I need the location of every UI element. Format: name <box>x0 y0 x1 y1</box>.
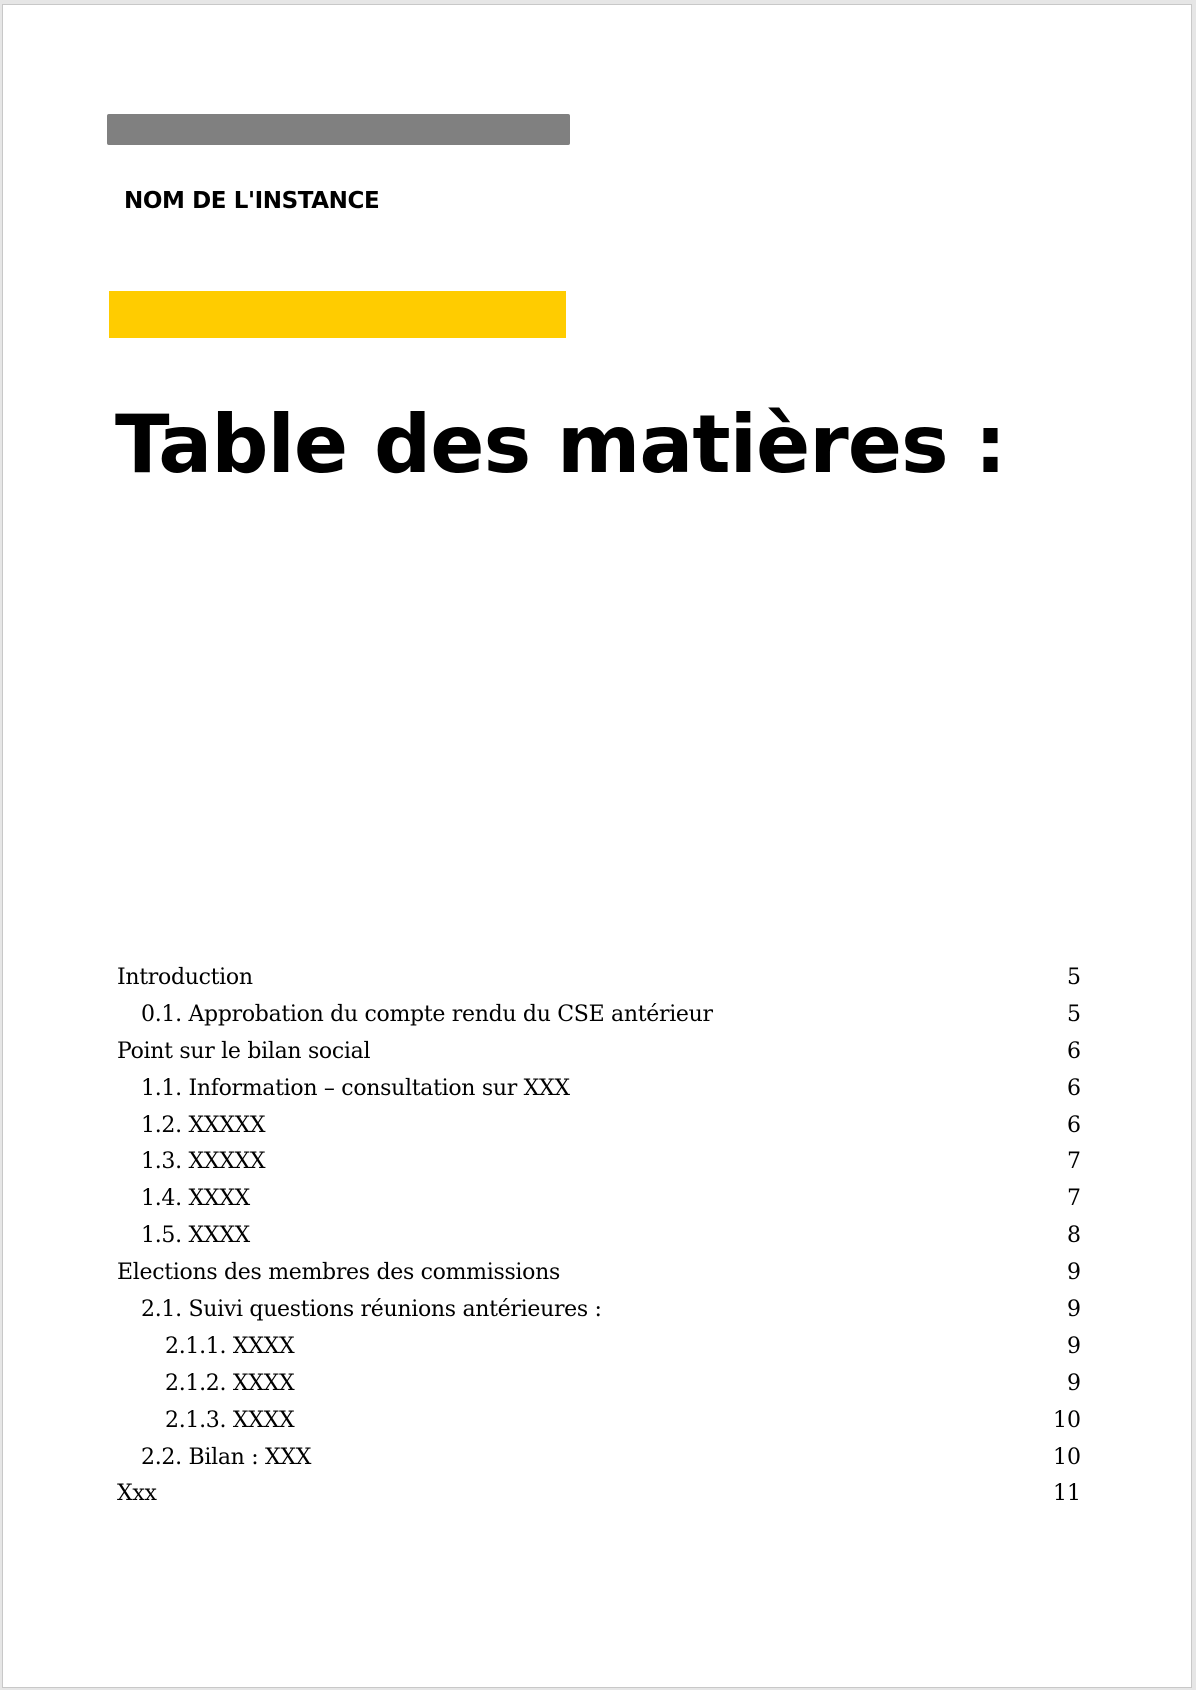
toc-entry-label: 1.3. XXXXX <box>141 1149 266 1175</box>
toc-entry[interactable] <box>117 1034 1081 1071</box>
toc-entry-page: 9 <box>1067 1333 1081 1359</box>
toc-entry-page: 8 <box>1067 1223 1081 1249</box>
toc-entry-label: 2.2. Bilan : XXX <box>141 1444 312 1470</box>
toc-entry-page: 10 <box>1053 1444 1081 1470</box>
toc-entry-label: Xxx <box>117 1481 157 1507</box>
toc-entry-label: 1.1. Information – consultation sur XXX <box>141 1075 570 1101</box>
toc-entry[interactable] <box>117 1476 1081 1513</box>
toc-entry[interactable] <box>117 1108 1081 1145</box>
toc-entry[interactable] <box>117 1218 1081 1255</box>
toc-entry-page: 5 <box>1067 965 1081 990</box>
toc-entry-label: 2.1.3. XXXX <box>165 1407 295 1433</box>
toc-entry-label: 1.2. XXXXX <box>141 1112 266 1138</box>
toc-entry-label: 2.1.1. XXXX <box>165 1333 295 1359</box>
toc-entry-label: Introduction <box>117 965 253 990</box>
toc-entry-page: 7 <box>1067 1186 1081 1212</box>
toc-entry-page: 7 <box>1067 1149 1081 1175</box>
toc-entry-page: 5 <box>1067 1001 1081 1027</box>
toc-entry[interactable] <box>117 960 1081 997</box>
toc-entry-label: 1.4. XXXX <box>141 1186 250 1212</box>
document-page <box>2 4 1192 1688</box>
toc-entry[interactable] <box>117 1071 1081 1108</box>
header-yellow-bar <box>109 291 566 338</box>
toc-entry[interactable] <box>117 1255 1081 1292</box>
toc-entry[interactable] <box>117 1292 1081 1329</box>
toc-entry[interactable] <box>117 1403 1081 1440</box>
toc-entry[interactable] <box>117 1181 1081 1218</box>
toc-entry-page: 11 <box>1053 1481 1081 1507</box>
toc-entry-page: 6 <box>1067 1038 1081 1064</box>
toc-entry-page: 6 <box>1067 1075 1081 1101</box>
toc-entry[interactable] <box>117 997 1081 1034</box>
toc-entry-page: 10 <box>1053 1407 1081 1433</box>
toc-entry[interactable] <box>117 1329 1081 1366</box>
toc-entry-page: 9 <box>1067 1260 1081 1286</box>
toc-entry-label: 2.1. Suivi questions réunions antérieures : <box>141 1297 602 1323</box>
toc-entry[interactable] <box>117 1366 1081 1403</box>
toc-entry-page: 6 <box>1067 1112 1081 1138</box>
toc-entry[interactable] <box>117 1144 1081 1181</box>
toc-entry-label: 1.5. XXXX <box>141 1223 250 1249</box>
table-of-contents <box>117 960 1081 1513</box>
toc-entry-label: Point sur le bilan social <box>117 1038 371 1064</box>
toc-entry-page: 9 <box>1067 1370 1081 1396</box>
toc-title: Table des matières : <box>115 398 1006 491</box>
toc-entry-label: 0.1. Approbation du compte rendu du CSE antérieur <box>141 1001 713 1027</box>
instance-name: NOM DE L'INSTANCE <box>124 188 380 214</box>
header-gray-bar <box>107 114 570 145</box>
toc-entry-label: Elections des membres des commissions <box>117 1260 560 1286</box>
toc-entry-label: 2.1.2. XXXX <box>165 1370 295 1396</box>
toc-entry[interactable] <box>117 1440 1081 1477</box>
toc-entry-page: 9 <box>1067 1297 1081 1323</box>
